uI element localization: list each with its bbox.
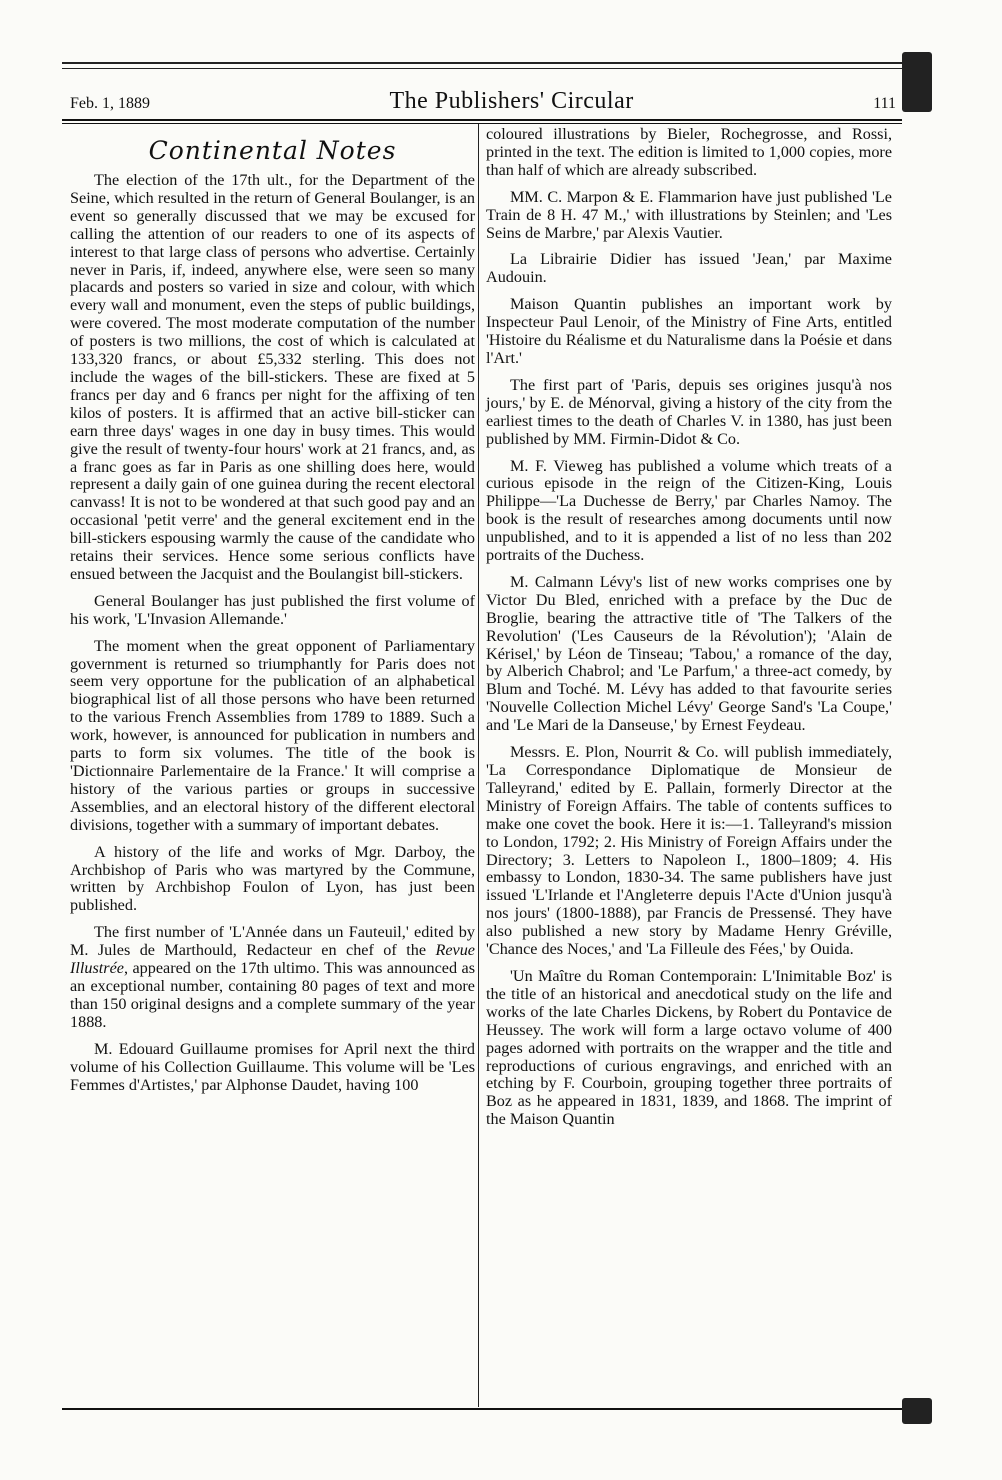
text-run: The first number of 'L'Année dans un Fauteuil,' edited by M. Jules de Marthould, Redacteur en chef of the	[70, 923, 475, 960]
paragraph: La Librairie Didier has issued 'Jean,' par Maxime Audouin.	[486, 250, 892, 287]
top-rule	[62, 68, 932, 69]
section-title: Continental Notes	[148, 136, 397, 165]
paragraph: MM. C. Marpon & E. Flammarion have just published 'Le Train de 8 H. 47 M.,' with illustrations by Steinlen; and 'Les Seins de Marbre,' par Alexis Vautier.	[486, 187, 892, 242]
issue-date: Feb. 1, 1889	[70, 95, 150, 112]
paragraph: General Boulanger has just published the first volume of his work, 'L'Invasion Allemande.'	[70, 591, 475, 628]
page-edge-mark	[902, 52, 932, 112]
left-column	[70, 126, 475, 1094]
page-edge-mark	[902, 1398, 932, 1424]
bottom-rule	[62, 1408, 902, 1410]
italic-title: Revue Illustrée	[70, 941, 475, 978]
column-divider	[478, 124, 479, 1407]
paragraph: M. F. Vieweg has published a volume which treats of a curious episode in the reign of the Citizen-King, Louis Philippe—'La Duchesse de Berry,' par Charles Namoy. The book is the result of researches among documents until now unpublished, and to it is appended a list of no less than 202 portraits of the Duchess.	[486, 456, 892, 565]
top-rule	[62, 62, 932, 64]
paragraph: Maison Quantin publishes an important work by Inspecteur Paul Lenoir, of the Ministry of Fine Arts, entitled 'Histoire du Réalisme et du Naturalisme dans la Poésie et dans l'Art.'	[486, 295, 892, 367]
paragraph: The first part of 'Paris, depuis ses origines jusqu'à nos jours,' by E. de Ménorval, giving a history of the city from the earliest times to the death of Charles V. in 1380, has just been published by MM. Firmin-Didot & Co.	[486, 375, 892, 448]
header-rule	[62, 123, 902, 124]
paragraph	[70, 924, 475, 1031]
paragraph: M. Calmann Lévy's list of new works comprises one by Victor Du Bled, enriched with a preface by the Duc de Broglie, bearing the attractive title of 'The Talkers of the Revolution' ('Les Causeurs de la Révolution'); 'Alain de Kérisel,' by Léon de Tinseau; 'Tabou,' a romance of the day, by Alberich Chabrol; and 'Le Parfum,' a three-act comedy, by Blum and Toché. M. Lévy has added to that favourite series 'Nouvelle Collection Michel Lévy' George Sand's 'La Coupe,' and 'Le Mari de la Danseuse,' by Ernest Feydeau.	[486, 572, 892, 735]
running-header	[70, 88, 896, 118]
right-column	[486, 126, 892, 1138]
journal-title: The Publishers' Circular	[389, 88, 634, 114]
paragraph: The moment when the great opponent of Parliamentary government is returned so triumphantly for Paris does not seem very opportune for the publication of an alphabetical biographical list of all those persons who have been returned to the various French Assemblies from 1789 to 1889. Such a work, however, is announced for publication in numbers and parts to form six volumes. The title of the book is 'Dictionnaire Parlementaire de la France.' It will comprise a history of the various parties or groups in successive Assemblies, and an electoral history of the different electoral divisions, together with a summary of important debates.	[70, 636, 475, 834]
paragraph: Messrs. E. Plon, Nourrit & Co. will publish immediately, 'La Correspondance Diplomatique de Monsieur de Talleyrand,' edited by E. Pallain, formerly Director at the Ministry of Foreign Affairs. The table of contents suffices to make one covet the book. Here it is:—1. Talleyrand's mission to London, 1792; 2. His Ministry of Foreign Affairs under the Directory; 3. Letters to Napoleon I., 1800–1809; 4. His embassy to London, 1830-34. The same publishers have just issued 'L'Irlande et l'Angleterre depuis l'Acte d'Union jusqu'à nos jours' (1800-1888), par Francis de Pressensé. They have also published a new story by Madame Henry Gréville, 'Chance des Noces,' and 'La Filleule des Fées,' by Ouida.	[486, 743, 892, 959]
paragraph: 'Un Maître du Roman Contemporain: L'Inimitable Boz' is the title of an historical and anecdotical study on the life and works of the late Charles Dickens, by Robert du Pontavice de Heussey. The work will form a large octavo volume of 400 pages adorned with portraits on the wrapper and the title and reproductions of curious engravings, and enriched with an etching by F. Courboin, grouping together three portraits of Boz as he appeared in 1831, 1839, and 1868. The imprint of the Maison Quantin	[486, 966, 892, 1129]
paragraph: A history of the life and works of Mgr. Darboy, the Archbishop of Paris who was martyred by the Commune, written by Archbishop Foulon of Lyon, has just been published.	[70, 842, 475, 915]
text-run: , appeared on the 17th ultimo. This was announced as an exceptional number, containing 80 pages of text and more than 150 original designs and a complete summary of the year 1888.	[70, 959, 475, 1031]
continued-paragraph: coloured illustrations by Bieler, Rochegrosse, and Rossi, printed in the text. The edition is limited to 1,000 copies, more than half of which are already subscribed.	[486, 125, 892, 179]
paragraph: M. Edouard Guillaume promises for April next the third volume of his Collection Guillaume. This volume will be 'Les Femmes d'Artistes,' par Alphonse Daudet, having 100	[70, 1039, 475, 1094]
page-number: 111	[873, 95, 896, 112]
header-rule	[62, 119, 902, 121]
paragraph: The election of the 17th ult., for the Department of the Seine, which resulted in the return of General Boulanger, is an event so generally discussed that we may be excused for calling the attention of our readers to one of its aspects of interest to that large class of persons who advertise. Certainly never in Paris, if, indeed, anywhere else, were seen so many placards and posters so varied in size and colour, with which every wall and monument, even the steps of public buildings, were covered. The most moderate computation of the number of posters is two millions, the cost of which is calculated at 133,320 francs, or about £5,332 sterling. This does not include the wages of the bill-stickers. These are fixed at 5 francs per day and 6 francs per night for the affixing of ten kilos of posters. It is affirmed that an active bill-sticker can earn three days' wages in one day in busy times. This would give the result of twenty-four hours' work at 21 francs, and, as a franc goes as far in Paris as one shilling does here, would represent a daily gain of one guinea during the recent electoral canvass! It is not to be wondered at that such good pay and an occasional 'petit verre' and the general excitement end in the bill-stickers espousing warmly the cause of the candidate who retains their services. Hence some serious conflicts have ensued between the Jacquist and the Boulangist bill-stickers.	[70, 171, 475, 583]
